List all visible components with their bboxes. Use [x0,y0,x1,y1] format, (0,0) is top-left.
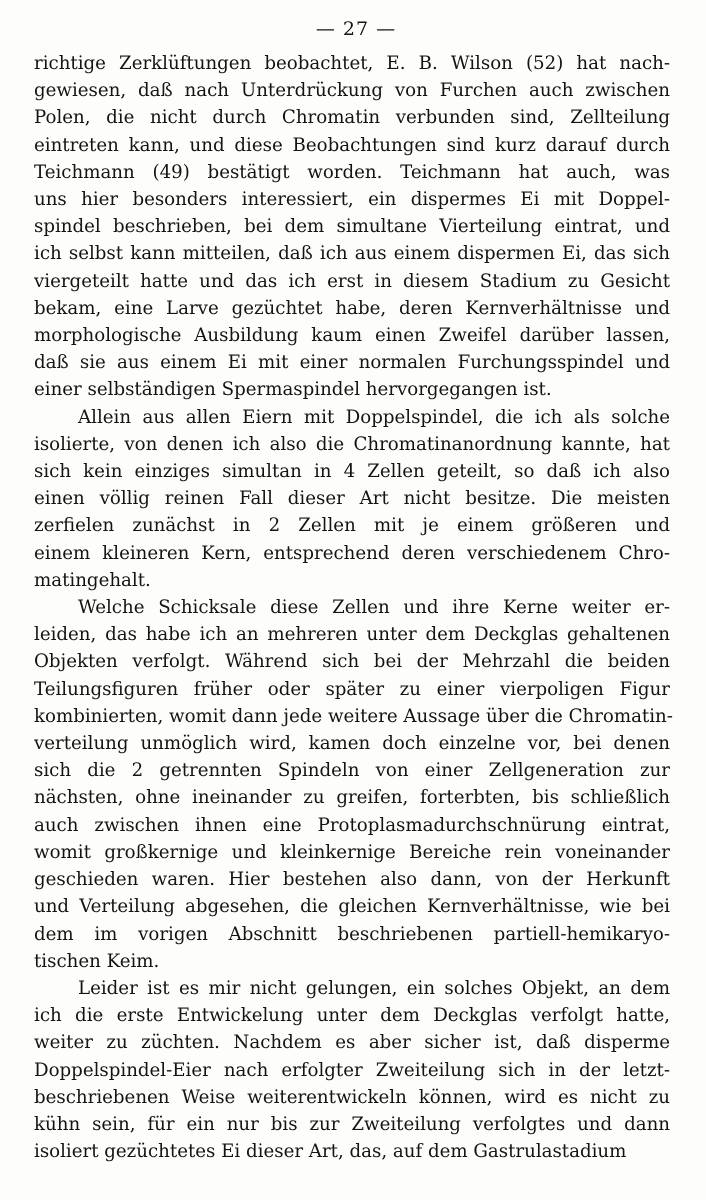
text-line: daß sie aus einem Ei mit einer normalen Furchungsspindel und [34,352,670,374]
text-line: verteilung unmöglich wird, kamen doch einzelne vor, bei denen [34,733,670,755]
text-line: beschriebenen Weise weiterentwickeln können, wird es nicht zu [34,1086,670,1108]
text-line: Leider ist es mir nicht gelungen, ein solches Objekt, an dem [78,977,670,999]
text-line: Welche Schicksale diese Zellen und ihre Kerne weiter er- [78,597,670,619]
paragraph [34,404,670,594]
text-line: isolierte, von denen ich also die Chromatinanordnung kannte, hat [34,433,670,455]
page-number: — 27 — [315,18,397,40]
text-line: uns hier besonders interessiert, ein dispermes Ei mit Doppel- [34,189,670,211]
book-page [34,14,673,1165]
text-line: einer selbständigen Spermaspindel hervorgegangen ist. [34,379,552,401]
text-line: und Verteilung abgesehen, die gleichen Kernverhältnisse, wie bei [34,896,670,918]
text-line: kühn sein, für ein nur bis zur Zweiteilung verfolgtes und dann [34,1113,670,1135]
text-line: sich die 2 getrennten Spindeln von einer Zellgeneration zur [34,760,670,782]
text-line: morphologische Ausbildung kaum einen Zweifel darüber lassen, [34,325,670,347]
text-line: tischen Keim. [34,950,160,972]
text-line: bekam, eine Larve gezüchtet habe, deren Kernverhältnisse und [34,297,670,319]
text-line: einem kleineren Kern, entsprechend deren verschiedenem Chro- [34,542,670,564]
text-line: leiden, das habe ich an mehreren unter dem Deckglas gehaltenen [34,624,670,646]
text-line: matingehalt. [34,569,151,591]
text-line: dem im vorigen Abschnitt beschriebenen partiell-hemikaryo- [34,923,670,945]
text-line: Polen, die nicht durch Chromatin verbunden sind, Zellteilung [34,107,670,129]
text-line: richtige Zerklüftungen beobachtet, E. B. Wilson (52) hat nach- [34,53,670,74]
text-line: ich selbst kann mitteilen, daß ich aus einem dispermen Ei, das sich [34,243,670,265]
text-line: eintreten kann, und diese Beobachtungen sind kurz darauf durch [34,134,670,156]
text-line: viergeteilt hatte und das ich erst in diesem Stadium zu Gesicht [34,270,670,292]
text-line: isoliert gezüchtetes Ei dieser Art, das, auf dem Gastrulastadium [34,1141,627,1163]
text-line: geschieden waren. Hier bestehen also dann, von der Herkunft [34,869,670,891]
text-line: gewiesen, daß nach Unterdrückung von Furchen auch zwischen [34,80,670,102]
text-line: Teichmann (49) bestätigt worden. Teichmann hat auch, was [34,161,670,183]
text-line: sich kein einziges simultan in 4 Zellen geteilt, so daß ich also [34,461,670,483]
text-line: Allein aus allen Eiern mit Doppelspindel, die ich als solche [78,406,670,428]
text-line: weiter zu züchten. Nachdem es aber sicher ist, daß disperme [34,1032,670,1054]
text-line: ich die erste Entwickelung unter dem Deckglas verfolgt hatte, [34,1005,670,1027]
text-line: Doppelspindel-Eier nach erfolgter Zweiteilung sich in der letzt- [34,1059,670,1081]
text-line: kombinierten, womit dann jede weitere Aussage über die Chromatin- [34,705,673,727]
paragraph [34,594,673,975]
text-line: zerfielen zunächst in 2 Zellen mit je einem größeren und [34,515,670,537]
text-line: Teilungsfiguren früher oder später zu einer vierpoligen Figur [34,678,670,700]
text-line: nächsten, ohne ineinander zu greifen, forterbten, bis schließlich [34,787,670,809]
text-line: spindel beschrieben, bei dem simultane Vierteilung eintrat, und [34,216,670,238]
body-text [34,50,673,1165]
text-line: einen völlig reinen Fall dieser Art nicht besitze. Die meisten [34,488,670,510]
text-line: auch zwischen ihnen eine Protoplasmadurchschnürung eintrat, [34,814,670,836]
paragraph [34,975,670,1165]
text-line: womit großkernige und kleinkernige Bereiche rein voneinander [34,841,670,863]
paragraph [34,50,670,404]
text-line: Objekten verfolgt. Während sich bei der Mehrzahl die beiden [34,651,670,673]
